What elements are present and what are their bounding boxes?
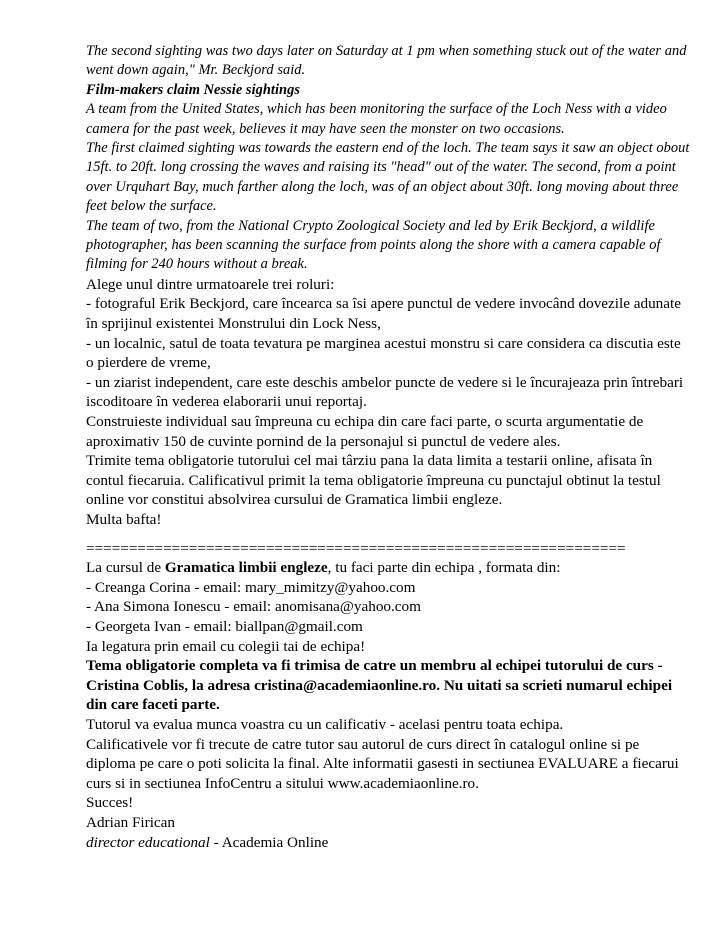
team-intro-after: , tu faci parte din echipa , formata din: xyxy=(327,559,561,577)
team-member: - Creanga Corina - email: mary_mimitzy@yahoo.com xyxy=(86,578,416,596)
article-heading: Film-makers claim Nessie sightings xyxy=(86,81,300,98)
team-intro-before: La cursul de xyxy=(86,559,165,577)
document-page xyxy=(86,42,692,852)
signature-line xyxy=(86,833,692,853)
separator-line: =============================================================== xyxy=(86,539,626,557)
team-member: - Georgeta Ivan - email: biallpan@gmail.com xyxy=(86,617,363,635)
article-paragraph-2: A team from the United States, which has been monitoring the surface of the Loch Ness with a video camera for the past week, believes it may have seen the monster on two occasions. xyxy=(86,101,667,137)
signature-name: Adrian Firican xyxy=(86,813,175,831)
role-option-photographer: - fotograful Erik Beckjord, care încearca sa îsi apere punctul de vedere invocând dovezile adunate în sprijinul existentei Monstrului din Lock Ness, xyxy=(86,295,681,333)
course-name: Gramatica limbii engleze xyxy=(164,559,328,577)
contact-note: Ia legatura prin email cu colegii tai de echipa! xyxy=(86,637,366,655)
task-instructions-1: Construieste individual sau împreuna cu echipa din care faci parte, o scurta argumentatie de aproximativ 150 de cuvinte pornind de la personajul si punctul de vedere ales. xyxy=(86,413,644,450)
spacer xyxy=(86,530,692,539)
article-paragraph-4: The team of two, from the National Crypto Zoological Society and led by Erik Beckjord, a wildlife photographer, has been scanning the surface from points along the shore with a camera capable of filming for 240 hours without a break. xyxy=(86,217,661,273)
signature-org: - Academia Online xyxy=(209,833,329,851)
role-option-local: - un localnic, satul de toata tevatura pe marginea acestui monstru si care considera ca discutia este o pierdere de vreme, xyxy=(86,334,681,372)
team-member: - Ana Simona Ionescu - email: anomisana@yahoo.com xyxy=(86,598,421,616)
task-intro: Alege unul dintre urmatoarele trei roluri: xyxy=(86,275,335,293)
task-instructions-2: Trimite tema obligatorie tutorului cel mai târziu pana la data limita a testarii online, afisata în contul fiecaruia. Calificativul primit la tema obligatorie împreuna cu punctajul obtinut la testul online vor constitui absolvirea cursului de Gramatica limbii engleze. xyxy=(86,452,661,509)
article-paragraph-3: The first claimed sighting was towards the eastern end of the loch. The team says it saw an object obout 15ft. to 20ft. long crossing the waves and raising its "head" out of the water. The second, from a point over Urquhart Bay, much farther along the loch, was of an object about 30ft. long moving about three feet below the surface. xyxy=(86,140,690,215)
task-closing: Multa bafta! xyxy=(86,511,162,528)
signature-title: director educational xyxy=(86,833,210,851)
submission-notice: Tema obligatorie completa va fi trimisa de catre un membru al echipei tutorului de curs - Cristina Coblis, la adresa cristina@academiaonline.ro. Nu uitati sa scrieti numarul echipei din care faceti parte. xyxy=(86,657,673,714)
role-option-journalist: - un ziarist independent, care este deschis ambelor puncte de vedere si le încurajeaza prin întrebari iscoditoare în vederea elaborarii unui reportaj. xyxy=(86,373,684,411)
success-note: Succes! xyxy=(86,794,134,812)
article-paragraph-1: The second sighting was two days later on Saturday at 1 pm when something stuck out of the water and went down again," Mr. Beckjord said. xyxy=(86,43,687,79)
team-intro xyxy=(86,558,692,578)
grades-info: Calificativele vor fi trecute de catre tutor sau autorul de curs direct în catalogul online si pe diploma pe care o poti solicita la final. Alte informatii gasesti in sectiunea EVALUARE a fiecarui curs si in sectiunea InfoCentru a sitului www.academiaonline.ro. xyxy=(86,735,679,792)
evaluation-note: Tutorul va evalua munca voastra cu un calificativ - acelasi pentru toata echipa. xyxy=(86,715,564,733)
